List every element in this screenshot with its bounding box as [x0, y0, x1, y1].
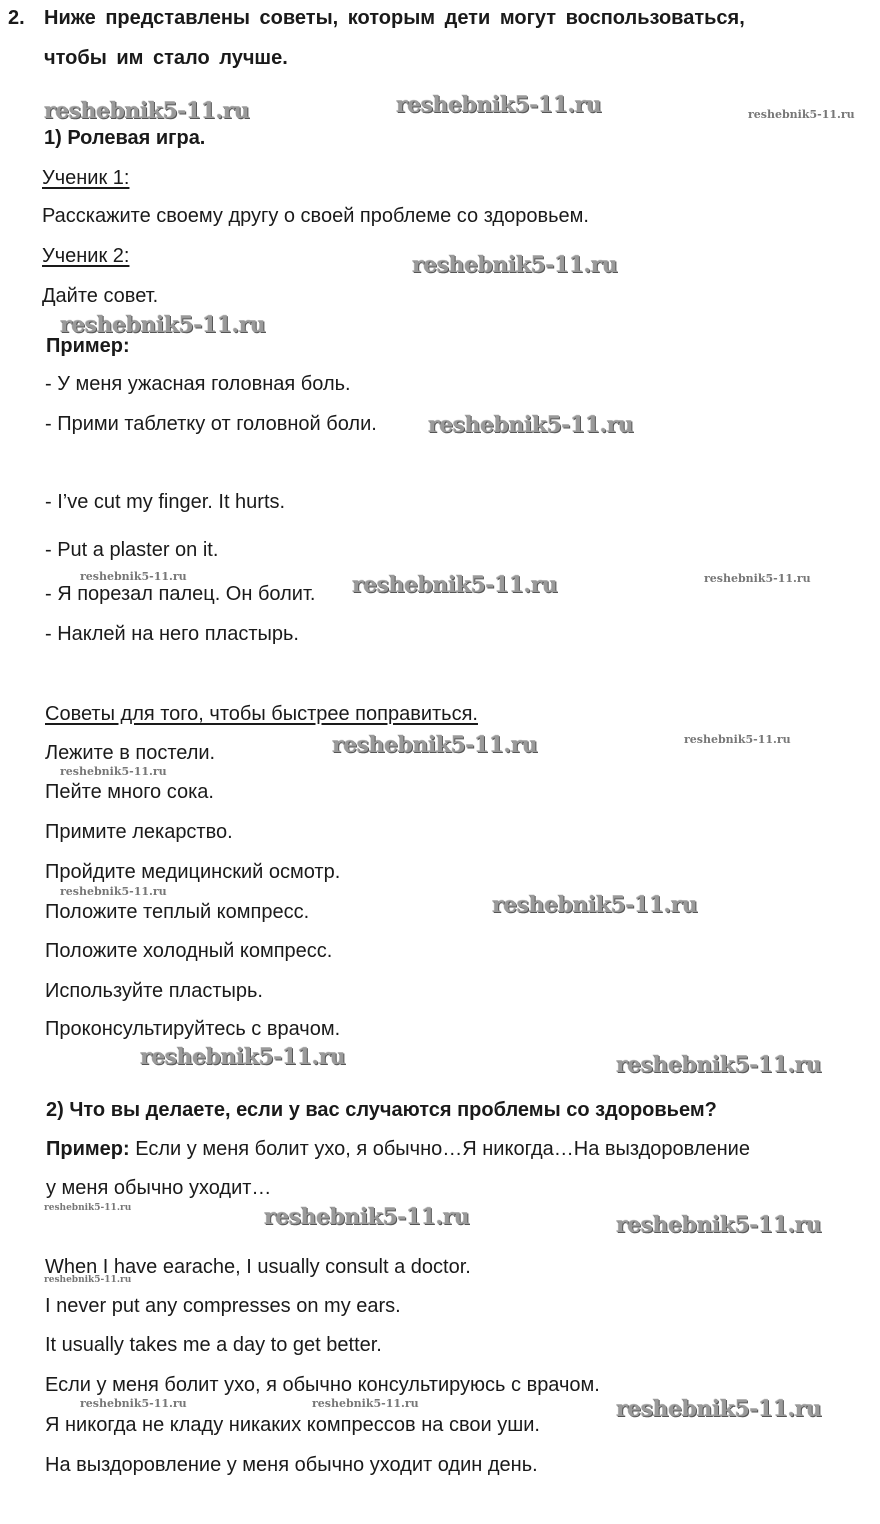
watermark: reshebnik5-11.ru	[428, 412, 634, 438]
tips-heading: Советы для того, чтобы быстрее поправиться.	[45, 703, 478, 725]
student2-label: Ученик 2:	[42, 245, 130, 267]
task-title-line-1: Ниже представлены советы, которым дети могут воспользоваться,	[44, 7, 745, 29]
watermark: reshebnik5-11.ru	[684, 733, 791, 746]
example-line: - У меня ужасная головная боль.	[45, 373, 351, 395]
answer-line: На выздоровление у меня обычно уходит один день.	[45, 1454, 538, 1476]
tip-item: Используйте пластырь.	[45, 980, 263, 1002]
example-line: - Put a plaster on it.	[45, 539, 219, 561]
part2-example-text: Если у меня болит ухо, я обычно…Я никогда…На выздоровление	[129, 1138, 750, 1160]
task-title-line-2: чтобы им стало лучше.	[44, 47, 288, 69]
answer-line: I never put any compresses on my ears.	[45, 1295, 401, 1317]
answer-line: When I have earache, I usually consult a doctor.	[45, 1256, 471, 1278]
watermark: reshebnik5-11.ru	[44, 1275, 132, 1285]
watermark: reshebnik5-11.ru	[616, 1396, 822, 1422]
tip-item: Примите лекарство.	[45, 821, 233, 843]
task-number: 2.	[8, 7, 25, 29]
answer-line: Я никогда не кладу никаких компрессов на свои уши.	[45, 1414, 540, 1436]
watermark: reshebnik5-11.ru	[44, 1203, 132, 1213]
tip-item: Положите теплый компресс.	[45, 901, 310, 923]
watermark: reshebnik5-11.ru	[352, 572, 558, 598]
watermark: reshebnik5-11.ru	[60, 312, 266, 338]
watermark: reshebnik5-11.ru	[60, 885, 167, 898]
watermark: reshebnik5-11.ru	[264, 1204, 470, 1230]
student2-task: Дайте совет.	[42, 285, 159, 307]
watermark: reshebnik5-11.ru	[396, 92, 602, 118]
tip-item: Проконсультируйтесь с врачом.	[45, 1018, 341, 1040]
tip-item: Положите холодный компресс.	[45, 940, 333, 962]
part2-example-text-cont: у меня обычно уходит…	[46, 1177, 272, 1199]
part2-heading: 2) Что вы делаете, если у вас случаются проблемы со здоровьем?	[46, 1099, 717, 1121]
part1-heading: 1) Ролевая игра.	[44, 127, 206, 149]
watermark: reshebnik5-11.ru	[60, 765, 167, 778]
watermark: reshebnik5-11.ru	[140, 1044, 346, 1070]
watermark: reshebnik5-11.ru	[748, 108, 855, 121]
example-line: - I’ve cut my finger. It hurts.	[45, 491, 286, 513]
answer-line: Если у меня болит ухо, я обычно консультируюсь с врачом.	[45, 1374, 600, 1396]
tip-item: Лежите в постели.	[45, 742, 216, 764]
answer-line: It usually takes me a day to get better.	[45, 1334, 382, 1356]
watermark: reshebnik5-11.ru	[704, 572, 811, 585]
watermark: reshebnik5-11.ru	[332, 732, 538, 758]
watermark: reshebnik5-11.ru	[616, 1052, 822, 1078]
tip-item: Пейте много сока.	[45, 781, 214, 803]
student1-label: Ученик 1:	[42, 167, 130, 189]
watermark: reshebnik5-11.ru	[616, 1212, 822, 1238]
watermark: reshebnik5-11.ru	[312, 1397, 419, 1410]
watermark: reshebnik5-11.ru	[80, 1397, 187, 1410]
watermark: reshebnik5-11.ru	[44, 98, 250, 124]
example-line: - Прими таблетку от головной боли.	[45, 413, 377, 435]
watermark: reshebnik5-11.ru	[412, 252, 618, 278]
part2-example-label: Пример:	[46, 1138, 130, 1160]
part2-example	[46, 1137, 750, 1161]
tip-item: Пройдите медицинский осмотр.	[45, 861, 341, 883]
watermark: reshebnik5-11.ru	[80, 570, 187, 583]
example-line: - Наклей на него пластырь.	[45, 623, 299, 645]
student1-task: Расскажите своему другу о своей проблеме со здоровьем.	[42, 205, 589, 227]
example-label: Пример:	[46, 335, 130, 357]
watermark: reshebnik5-11.ru	[492, 892, 698, 918]
example-line: - Я порезал палец. Он болит.	[45, 583, 316, 605]
